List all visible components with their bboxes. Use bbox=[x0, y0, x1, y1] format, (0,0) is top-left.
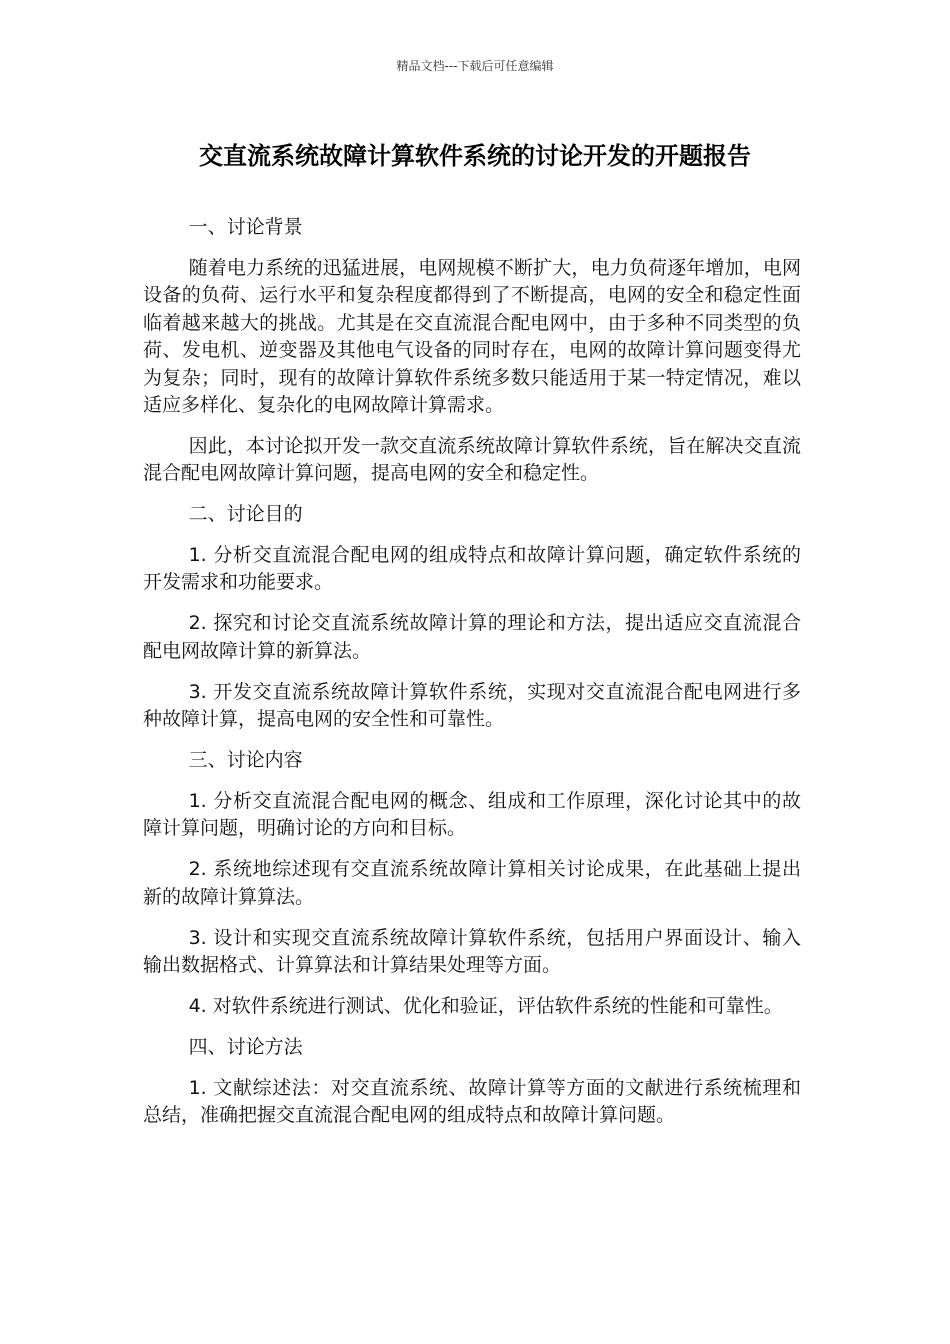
purpose-item-1: 1. 分析交直流混合配电网的组成特点和故障计算问题，确定软件系统的开发需求和功能要求。 bbox=[143, 544, 801, 594]
section-heading-background: 一、讨论背景 bbox=[188, 216, 303, 238]
method-item-1: 1. 文献综述法：对交直流系统、故障计算等方面的文献进行系统梳理和总结，准确把握交直流混合配电网的组成特点和故障计算问题。 bbox=[143, 1076, 801, 1127]
purpose-item-2: 2. 探究和讨论交直流系统故障计算的理论和方法，提出适应交直流混合配电网故障计算的新算法。 bbox=[143, 612, 801, 662]
content-item-4: 4. 对软件系统进行测试、优化和验证，评估软件系统的性能和可靠性。 bbox=[188, 994, 783, 1017]
document-body bbox=[143, 214, 801, 1143]
document-title: 交直流系统故障计算软件系统的讨论开发的开题报告 bbox=[199, 142, 751, 170]
section-heading-content: 三、讨论内容 bbox=[188, 749, 303, 771]
content-item-1: 1. 分析交直流混合配电网的概念、组成和工作原理，深化讨论其中的故障计算问题，明确讨论的方向和目标。 bbox=[143, 789, 801, 840]
content-item-3: 3. 设计和实现交直流系统故障计算软件系统，包括用户界面设计、输入输出数据格式、计算算法和计算结果处理等方面。 bbox=[143, 926, 801, 976]
content-item-2: 2. 系统地综述现有交直流系统故障计算相关讨论成果，在此基础上提出新的故障计算算法。 bbox=[143, 858, 801, 908]
section-heading-method: 四、讨论方法 bbox=[188, 1035, 303, 1058]
purpose-item-3: 3. 开发交直流系统故障计算软件系统，实现对交直流混合配电网进行多种故障计算，提高电网的安全性和可靠性。 bbox=[143, 680, 801, 731]
page-header: 精品文档---下载后可任意编辑 bbox=[396, 59, 554, 73]
paragraph-background-1: 随着电力系统的迅猛进展，电网规模不断扩大，电力负荷逐年增加，电网设备的负荷、运行水平和复杂程度都得到了不断提高，电网的安全和稳定性面临着越来越大的挑战。尤其是在交直流混合配电网中，由于多种不同类型的负荷、发电机、逆变器及其他电气设备的同时存在，电网的故障计算问题变得尤为复杂；同时，现有的故障计算软件系统多数只能适用于某一特定情况，难以适应多样化、复杂化的电网故障计算需求。 bbox=[143, 256, 801, 416]
paragraph-background-2: 因此，本讨论拟开发一款交直流系统故障计算软件系统，旨在解决交直流混合配电网故障计算问题，提高电网的安全和稳定性。 bbox=[143, 434, 801, 485]
section-heading-purpose: 二、讨论目的 bbox=[188, 503, 303, 526]
